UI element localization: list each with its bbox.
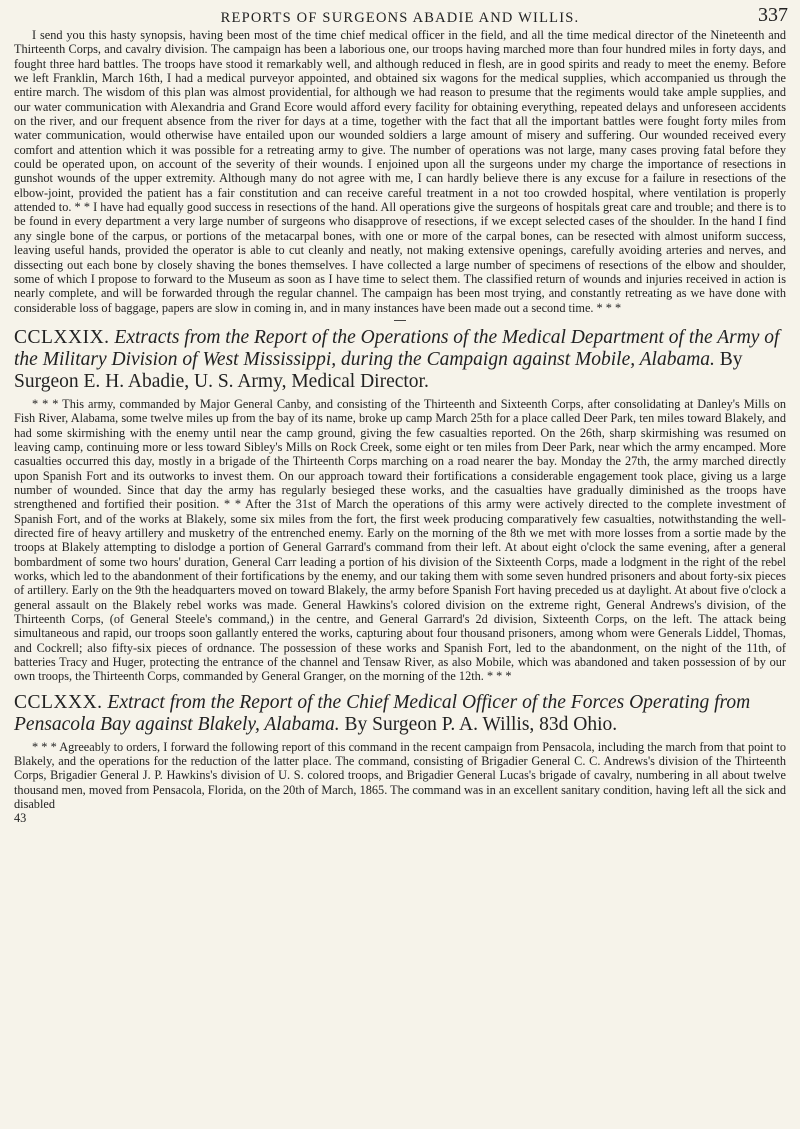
body-text: [14, 28, 786, 826]
section-title: Extracts from the Report of the Operations of the Medical Department of the Army of the Military Division of West Mississippi, during the Campaign against Mobile, Alabama.: [14, 326, 780, 370]
page-number: 337: [758, 4, 788, 26]
section-gap: [14, 684, 786, 692]
opening-paragraph: I send you this hasty synopsis, having been most of the time chief medical officer in the field, and all the time medical director of the Nineteenth and Thirteenth Corps, and cavalry division. The campaign has been a laborious one, our troops having marched more than four hundred miles in forty days, and fought three hard battles. The troops have stood it remarkably well, and although reduced in flesh, are in good spirits and ready to meet the enemy. Before we left Franklin, March 16th, I had a medical purveyor appointed, and obtained six wagons for the medical supplies, which accompanied us through the entire march. The wisdom of this plan was almost providential, for although we had reason to presume that the regiments would take ample supplies, and our water communication with Alexandria and Grand Ecore would afford every facility for obtaining everything, repeated delays and unforeseen accidents on the river, and our frequent absence from the river for days at a time, together with the fact that all the important battles were fought forty miles from water communication, would otherwise have entailed upon our wounded soldiers a large amount of misery and suffering. Our wounded received every comfort and attention which it was possible for a retreating army to give. The number of operations was not large, many cases proving fatal before they could be operated upon, on account of the severity of their wounds. I enjoined upon all the surgeons under my charge the importance of resections in gunshot wounds of the upper extremity. Although many do not agree with me, I can hardly believe there is any excuse for a failure in resections of the elbow-joint, provided the patient has a fair constitution and can receive careful treatment in a not too crowded hospital, where ventilation is properly attended to. * * I have had equally good success in resections of the hand. All operations give the surgeons of hospitals great care and trouble; and there is to be found in every department a very large number of surgeons who disapprove of resections, if we except selected cases of the shoulder. In the hand I find any single bone of the carpus, or portions of the metacarpal bones, with one or more of the carpal bones, can be resected with almost uniform success, leaving useful hands, provided the operator is able to cut cleanly and neatly, not making extensive openings, carefully avoiding arteries and nerves, and dissecting out each bone by closely shaving the bones themselves. I have collected a large number of specimens of resections of the elbow and shoulder, some of which I propose to forward to the Museum as soon as I have time to select them. The classified return of wounds and injuries received in action is nearly complete, and will be forwarded through the regular channel. The campaign has been most trying, and constantly retreating as we have done with considerable loss of baggage, papers are slow in coming in, and in many instances have been made out a second time. * * *: [14, 28, 786, 315]
running-header: [0, 4, 800, 30]
section-number: CCLXXIX.: [14, 326, 110, 348]
section-divider: [394, 320, 406, 321]
section-author: By Surgeon P. A. Willis, 83d Ohio.: [344, 713, 618, 735]
section-number: CCLXXX.: [14, 691, 103, 713]
section-author: By Surgeon E. H. Abadie, U. S. Army, Medical Director.: [14, 348, 743, 392]
section-text: * * * This army, commanded by Major General Canby, and consisting of the Thirteenth and Sixteenth Corps, after consolidating at Danley's Mills on Fish River, Alabama, some twelve miles up from the bay of its name, broke up camp March 25th for a place called Deer Park, ten miles toward Blakely, and had some skirmishing with the enemy until near the camp ground, giving the few casualties reported. On the 26th, sharp skirmishing was resumed on leaving camp, continuing more or less toward Sibley's Mills on Rock Creek, some eight or ten miles from Deer Park, near which the army encamped. More casualties occurred this day, mostly in a brigade of the Thirteenth Corps marching on a road nearer the bay. Monday the 27th, the army marched directly upon Spanish Fort and its outworks to invest them. On our approach toward their fortifications a considerable engagement took place, giving us a large number of wounded. Since that day the army has regularly besieged these works, and the casualties have gradually diminished as the troops have strengthened and fortified their position. * * After the 31st of March the operations of this army were actively directed to the complete investment of Spanish Fort, and of the works at Blakely, some six miles from the fort, the first week producing comparatively few casualties, notwithstanding the well-directed fire of heavy artillery and musketry of the entrenched enemy. Early on the morning of the 8th we met with more losses from a sortie made by the troops at Blakely attempting to dislodge a portion of General Garrard's command from their left. At about eight o'clock the same evening, after a general bombardment of some two hours' duration, General Carr leading a portion of his division of the Sixteenth Corps, made a lodgment in the right of the rebel works, which led to the abandonment of their fortifications by the enemy, and our taking them with some seven hundred prisoners and about forty-six pieces of artillery. Early on the 9th the headquarters moved on toward Blakely, the army before Spanish Fort having preceded us at daylight. At about five o'clock a general assault on the Blakely rebel works was made. General Hawkins's colored division on the extreme right, General Andrews's division, of the Thirteenth Corps, (of General Steele's command,) in the centre, and General Garrard's 2d division, Sixteenth Corps, on the left. The attack being simultaneous and rapid, our troops soon gallantly entered the works, capturing about four thousand prisoners, among whom were Generals Liddel, Thomas, and Cockrell; also fifty-six pieces of ordnance. The possession of these works and Spanish Fort, led to the abandonment, on the night of the 11th, of batteries Tracy and Huger, protecting the entrance of the channel and Tensaw River, as also Mobile, which was abandoned and taken possession of by our own troops, the Thirteenth Corps, commanded by General Granger, on the morning of the 12th. * * *: [14, 396, 786, 684]
section-heading-cclxxx: [14, 692, 786, 736]
section-heading-cclxxix: [14, 327, 786, 393]
section-title: Extract from the Report of the Chief Medical Officer of the Forces Operating from Pensacola Bay against Blakely, Alabama.: [14, 691, 751, 735]
signature-mark: 43: [14, 811, 27, 826]
section-text: * * * Agreeably to orders, I forward the following report of this command in the recent campaign from Pensacola, including the march from that point to Blakely, and the operations for the reduction of the latter place. The command, consisting of Brigadier General C. C. Andrews's division of the Thirteenth Corps, Brigadier General J. P. Hawkins's division of U. S. colored troops, and Brigadier General Lucas's brigade of cavalry, numbering in all about twelve thousand men, moved from Pensacola, Florida, on the 20th of March, 1865. The command was in an excellent sanitary condition, having left all the sick and disabled: [14, 739, 786, 812]
running-title: REPORTS OF SURGEONS ABADIE AND WILLIS.: [220, 10, 580, 26]
